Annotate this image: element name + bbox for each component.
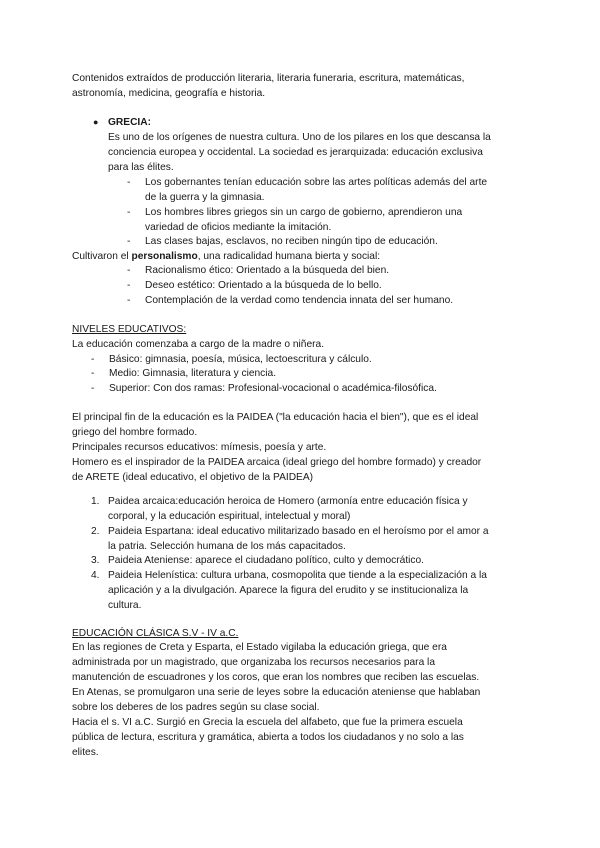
paideia-line: de ARETE (ideal educativo, el objetivo de la PAIDEA) [72,472,314,483]
numbered-item-text: Paideia Ateniense: aparece el ciudadano político, culto y democrático. [108,555,425,566]
paideia-line: Principales recursos educativos: mímesis, poesía y arte. [72,442,327,453]
dash-marker: - [91,383,95,394]
list-item: Básico: gimnasia, poesía, música, lectoescritura y cálculo. [109,354,372,365]
grecia-body [108,130,491,175]
paideia-line: Homero es el inspirador de la PAIDEA arcaica (ideal griego del hombre formado) y creador [72,457,482,468]
paideia-line: El principal fin de la educación es la PAIDEA ("la educación hacia el bien"), que es el ideal [72,412,479,423]
grecia-body-line: Es uno de los orígenes de nuestra cultura. Uno de los pilares en los que descansa la [108,132,491,143]
list-item [145,205,462,235]
numbered-item-text: corporal, y la educación espiritual, intelectual y moral) [108,511,351,522]
numbered-item-text: Paideia Helenística: cultura urbana, cosmopolita que tiende a la especialización a la [108,570,487,581]
intro-line: Contenidos extraídos de producción literaria, literaria funeraria, escritura, matemáticas, [72,73,465,84]
numbered-item-text: la patria. Selección humana de los más capacitados. [108,541,346,552]
section-heading: EDUCACIÓN CLÁSICA S.V - IV a.C. [72,628,239,639]
numbered-item-text: Paideia Espartana: ideal educativo militarizado basado en el heroísmo por el amor a [108,526,489,537]
list-item-text: Los hombres libres griegos sin un cargo de gobierno, aprendieron una [145,207,463,218]
list-item-text: de la guerra y la gimnasia. [145,192,265,203]
clasica-line: En Atenas, se promulgaron una serie de leyes sobre la educación ateniense que hablaban [72,687,481,698]
list-item [145,175,487,205]
dash-marker: - [91,354,95,365]
list-item-text: Las clases bajas, esclavos, no reciben ningún tipo de educación. [145,236,438,247]
numbered-item-text: aplicación y a la divulgación. Aparece la figura del erudito y se institucionaliza la [108,585,469,596]
clasica-line: sobre los deberes de los padres según su clase social. [72,702,320,713]
dash-marker: - [127,280,131,291]
dash-marker: - [127,207,131,218]
clasica-line: En las regiones de Creta y Esparta, el Estado vigilaba la educación griega, que era [72,642,447,653]
paideia-paragraph [72,410,481,485]
clasica-line: pública de lectura, escritura y gramática, abierta a todos los ciudadanos y no solo a las [72,732,464,743]
intro-line: astronomía, medicina, geografía e historia. [72,88,266,99]
list-item-text: Los gobernantes tenían educación sobre las artes políticas además del arte [145,177,488,188]
numbered-item [108,568,487,613]
section-heading: NIVELES EDUCATIVOS: [72,324,187,335]
niveles-intro: La educación comenzaba a cargo de la madre o niñera. [72,339,325,350]
paideia-line: griego del hombre formado. [72,427,198,438]
grecia-body-line: conciencia europea y occidental. La sociedad es jerarquizada: educación exclusiva [108,147,483,158]
list-item-text: variedad de oficios mediante la imitación. [145,222,332,233]
list-item: Deseo estético: Orientado a la búsqueda de lo bello. [145,280,382,291]
list-number: 1. [91,496,100,507]
clasica-paragraph [72,640,480,760]
list-item: Medio: Gimnasia, literatura y ciencia. [109,368,277,379]
numbered-item-text: cultura. [108,600,142,611]
list-number: 4. [91,570,100,581]
intro-paragraph [72,71,464,101]
grecia-body-line: para las élites. [108,162,174,173]
clasica-line: administrada por un magistrado, que organizaba los recursos necesarios para la [72,657,435,668]
list-number: 3. [91,555,100,566]
numbered-item [108,553,424,568]
clasica-line: elites. [72,747,99,758]
clasica-line: manutención de escuadrones y los coros, que eran los nombres que reciben las escuelas. [72,672,480,683]
list-item: Racionalismo ético: Orientado a la búsqueda del bien. [145,265,390,276]
list-item [145,234,438,249]
list-item: Superior: Con dos ramas: Profesional-vocacional o académica-filosófica. [109,383,437,394]
list-number: 2. [91,526,100,537]
clasica-line: Hacia el s. VI a.C. Surgió en Grecia la escuela del alfabeto, que fue la primera escuela [72,717,463,728]
dash-marker: - [91,368,95,379]
grecia-heading: GRECIA: [108,117,152,128]
bullet-icon: ● [93,117,99,127]
numbered-item-text: Paidea arcaica:educación heroica de Homero (armonía entre educación física y [108,496,468,507]
personalismo-intro: Cultivaron el personalismo, una radicalidad humana bierta y social: [72,251,381,262]
dash-marker: - [127,177,131,188]
dash-marker: - [127,236,131,247]
numbered-item [108,494,468,524]
list-item: Contemplación de la verdad como tendencia innata del ser humano. [145,295,454,306]
dash-marker: - [127,265,131,276]
dash-marker: - [127,295,131,306]
numbered-item [108,524,489,554]
